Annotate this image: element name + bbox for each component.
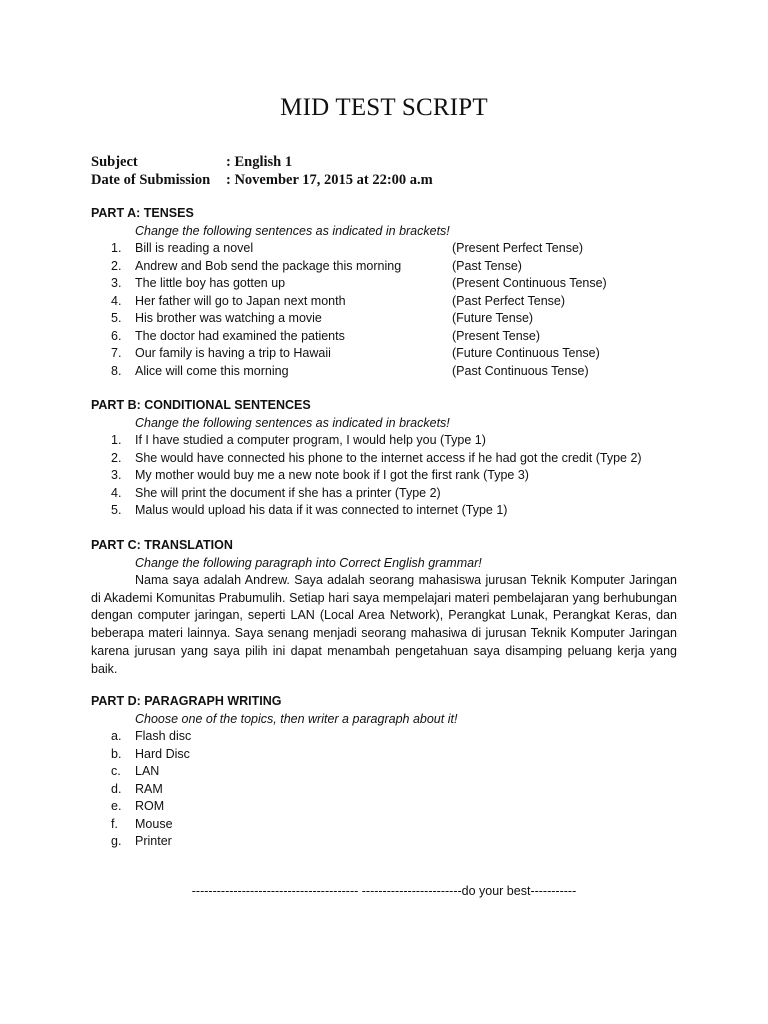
meta-submission-date: [91, 171, 433, 189]
part-d-list: [91, 728, 681, 851]
item-tense-hint: (Past Continuous Tense): [452, 363, 589, 378]
list-item: [91, 310, 681, 328]
item-sentence: She will print the document if she has a printer (Type 2): [135, 485, 441, 500]
item-number: 8.: [111, 363, 122, 378]
part-a-heading: PART A: TENSES: [91, 206, 194, 220]
part-d-section: [91, 693, 681, 851]
item-number: 4.: [111, 293, 122, 308]
item-letter: d.: [111, 781, 122, 796]
item-topic: Mouse: [135, 816, 173, 831]
part-b-heading: PART B: CONDITIONAL SENTENCES: [91, 398, 311, 412]
meta-subject: [91, 153, 433, 171]
item-tense-hint: (Past Tense): [452, 258, 522, 273]
part-c-instruction: Change the following paragraph into Correct English grammar!: [135, 555, 482, 570]
list-item: [91, 345, 681, 363]
meta-subject-value: : English 1: [226, 154, 293, 170]
item-sentence: The doctor had examined the patients: [135, 328, 345, 343]
item-number: 3.: [111, 276, 122, 290]
item-sentence: Alice will come this morning: [135, 363, 289, 378]
list-item: [91, 240, 681, 258]
item-number: 5.: [111, 311, 122, 325]
list-item: [91, 781, 681, 799]
page-title: MID TEST SCRIPT: [280, 94, 488, 121]
list-item: [91, 258, 681, 276]
list-item: [91, 833, 681, 851]
part-b-section: [91, 397, 681, 520]
item-sentence: Andrew and Bob send the package this morning: [135, 258, 402, 273]
item-topic: Flash disc: [135, 729, 192, 743]
item-tense-hint: (Future Tense): [452, 311, 534, 325]
item-tense-hint: (Present Continuous Tense): [452, 276, 607, 290]
list-item: [91, 450, 681, 468]
translation-paragraph: Nama saya adalah Andrew. Saya adalah seorang mahasiswa jurusan Teknik Komputer Jaringan di Akademi Komunitas Prabumulih. Setiap hari saya mempelajari materi pembelajaran yang berhubungan dengan computer jaringan, seperti LAN (Local Area Network), Perangkat Lunak, Perangkat Keras, dan beberapa materi lainnya. Saya senang menjadi seorang mahasiwa di jurusan Teknik Komputer Jaringan karena jurusan yang saya pilih ini dapat menambah pengetahuan saya disamping peluang kerja yang baik.: [91, 573, 677, 676]
item-number: 1.: [111, 433, 122, 447]
document-meta: [91, 153, 433, 189]
part-b-instruction: Change the following sentences as indicated in brackets!: [135, 415, 450, 430]
item-number: 7.: [111, 346, 122, 360]
meta-date-value: : November 17, 2015 at 22:00 a.m: [226, 172, 433, 188]
item-topic: RAM: [135, 781, 163, 796]
item-tense-hint: (Future Continuous Tense): [452, 346, 600, 360]
item-letter: e.: [111, 799, 122, 813]
item-topic: LAN: [135, 764, 160, 778]
part-c-heading: PART C: TRANSLATION: [91, 538, 233, 552]
item-topic: ROM: [135, 799, 165, 813]
part-c-section: [91, 537, 681, 678]
item-tense-hint: (Past Perfect Tense): [452, 293, 566, 308]
item-number: 2.: [111, 258, 122, 273]
part-d-instruction: Choose one of the topics, then writer a paragraph about it!: [135, 711, 458, 726]
list-item: [91, 763, 681, 781]
list-item: [91, 363, 681, 381]
item-number: 5.: [111, 503, 122, 517]
part-a-list: [91, 240, 681, 380]
item-sentence: His brother was watching a movie: [135, 311, 322, 325]
list-item: [91, 275, 681, 293]
item-number: 3.: [111, 468, 122, 482]
list-item: [91, 485, 681, 503]
item-sentence: My mother would buy me a new note book if I got the first rank (Type 3): [135, 468, 529, 482]
meta-date-label: Date of Submission: [91, 172, 211, 188]
item-letter: c.: [111, 764, 121, 778]
item-tense-hint: (Present Tense): [452, 328, 541, 343]
part-d-heading: PART D: PARAGRAPH WRITING: [91, 694, 282, 708]
part-b-list: [91, 432, 681, 520]
list-item: [91, 728, 681, 746]
list-item: [91, 432, 681, 450]
item-topic: Hard Disc: [135, 746, 190, 761]
list-item: [91, 746, 681, 764]
list-item: [91, 328, 681, 346]
part-a-instruction: Change the following sentences as indicated in brackets!: [135, 223, 450, 238]
meta-subject-label: Subject: [91, 154, 138, 170]
item-sentence: Malus would upload his data if it was connected to internet (Type 1): [135, 503, 508, 517]
footer-closing-line: ---------------------------------------- ------------------------do your best-----------: [191, 884, 577, 898]
item-letter: b.: [111, 746, 122, 761]
item-sentence: She would have connected his phone to the internet access if he had got the credit (Type 2): [135, 450, 642, 465]
list-item: [91, 467, 681, 485]
item-number: 1.: [111, 241, 122, 255]
item-number: 4.: [111, 485, 122, 500]
item-letter: g.: [111, 834, 122, 848]
list-item: [91, 816, 681, 834]
list-item: [91, 502, 681, 520]
item-sentence: Bill is reading a novel: [135, 241, 254, 255]
item-letter: a.: [111, 729, 122, 743]
list-item: [91, 293, 681, 311]
item-sentence: The little boy has gotten up: [135, 276, 286, 290]
item-letter: f.: [111, 816, 118, 831]
item-number: 2.: [111, 450, 122, 465]
item-sentence: Her father will go to Japan next month: [135, 293, 346, 308]
list-item: [91, 798, 681, 816]
item-number: 6.: [111, 328, 122, 343]
item-sentence: If I have studied a computer program, I would help you (Type 1): [135, 433, 486, 447]
item-topic: Printer: [135, 834, 172, 848]
item-sentence: Our family is having a trip to Hawaii: [135, 346, 331, 360]
item-tense-hint: (Present Perfect Tense): [452, 241, 584, 255]
part-a-section: [91, 205, 681, 380]
